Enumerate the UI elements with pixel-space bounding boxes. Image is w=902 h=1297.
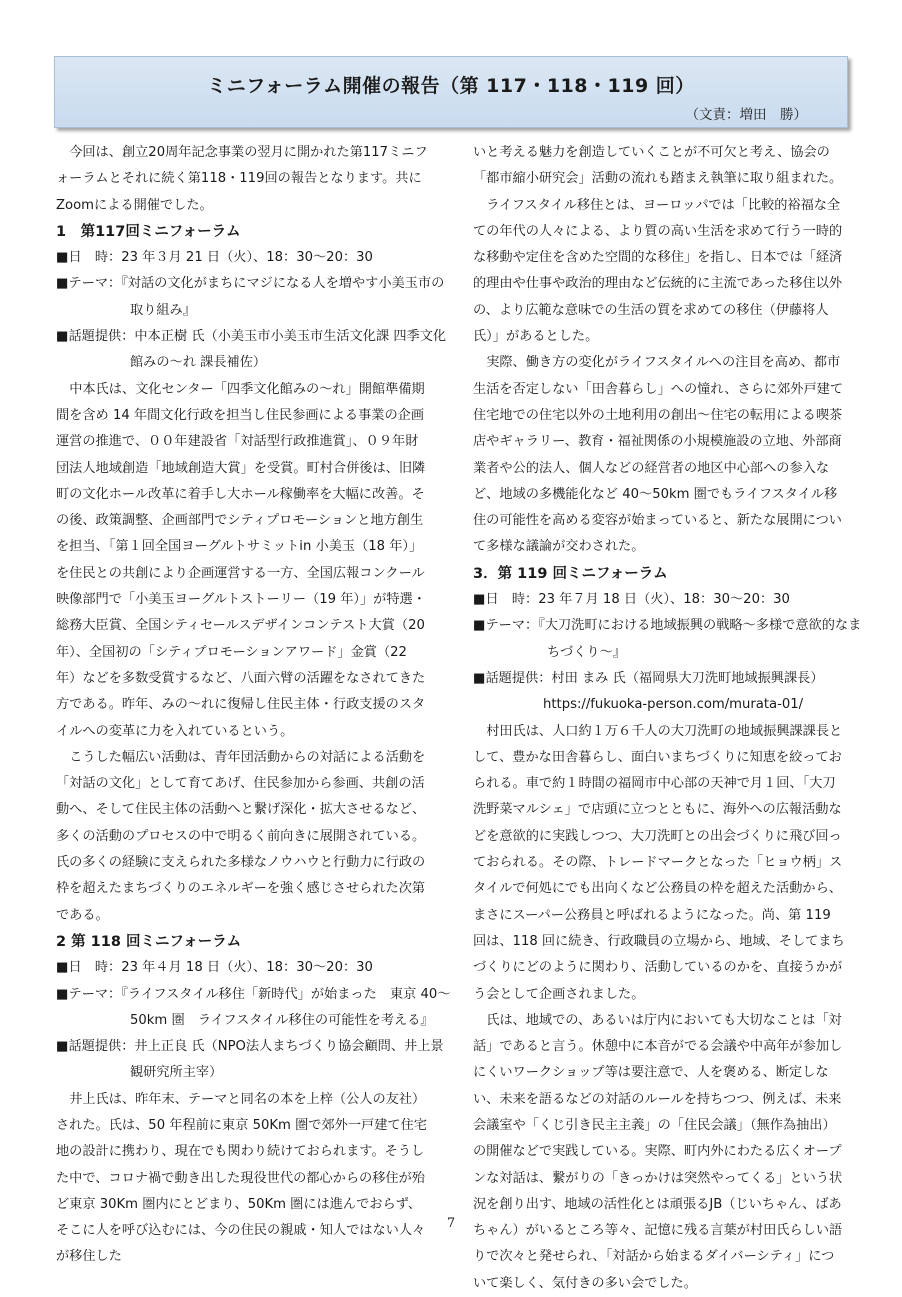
- session-theme-119-cont: ちづくり〜』: [547, 644, 626, 660]
- session-speaker-117: ■話題提供：中本正樹 氏（小美玉市小美玉市生活文化課 四季文化: [56, 329, 447, 345]
- speaker-url[interactable]: https://fukuoka-person.com/murata-01/: [543, 697, 804, 713]
- session-speaker-117-cont: 館みの〜れ 課長補佐）: [130, 355, 267, 371]
- body-paragraph: 中本氏は、文化センター「四季文化館みの〜れ」開館準備期間を含め 14 年間文化行政を担当し住民参画による事業の企画運営の推進で、００年建設省「対話型行政推進賞」、０９年財団法人地域創造「地域創造大賞」を受賞。町村合併後は、旧隣町の文化ホール改革に着手し大ホール稼働率を大幅に改善。その後、政策調整、企画部門でシティプロモーションと地方創生を担当、「第１回全国ヨーグルトサミットin 小美玉（18 年）」を住民との共創により企画運営する一方、全国広報コンクール映像部門で「小美玉ヨーグルトストーリー（19 年）」が特選・総務大臣賞、全国シティセールスデザインコンテスト大賞（20 年）、全国初の「シティプロモーションアワード」金賞（22 年）などを多数受賞するなど、八面六臂の活躍をなされてきた方である。昨年、みの〜れに復帰し住民主体・行政支援のスタイルへの変革に力を入れているという。: [56, 381, 426, 739]
- page-title: ミニフォーラム開催の報告（第 117・118・119 回）: [207, 75, 695, 97]
- title-banner: [54, 56, 848, 128]
- session-date-117: ■日 時：23 年３月 21 日（火）、18：30〜20：30: [56, 250, 373, 266]
- session-theme-117-cont: 取り組み』: [130, 302, 196, 318]
- page-number: 7: [446, 1216, 456, 1231]
- session-theme-117: ■テーマ：『対話の文化がまちにマジになる人を増やす小美玉市の: [56, 276, 445, 292]
- session-date-118: ■日 時：23 年４月 18 日（火）、18：30〜20：30: [56, 960, 373, 976]
- session-speaker-118-cont: 観研究所主宰）: [130, 1065, 223, 1081]
- session-theme-118: ■テーマ：『ライフスタイル移住「新時代」が始まった 東京 40〜: [56, 986, 451, 1002]
- session-speaker-118: ■話題提供：井上正良 氏（NPO法人まちづくり協会顧問、井上景: [56, 1039, 444, 1055]
- section-heading-119: 3．第 119 回ミニフォーラム: [473, 565, 668, 582]
- section-heading-118: 2 第 118 回ミニフォーラム: [56, 933, 242, 950]
- session-theme-118-cont: 50km 圏 ライフスタイル移住の可能性を考える』: [130, 1012, 434, 1028]
- session-date-119: ■日 時：23 年７月 18 日（火）、18：30〜20：30: [473, 592, 790, 608]
- session-theme-119: ■テーマ：『大刀洗町における地域振興の戦略〜多様で意欲的なま: [473, 618, 862, 634]
- body-paragraph: ライフスタイル移住とは、ヨーロッパでは「比較的裕福な全ての年代の人々による、より質の高い生活を求めて行う一時的な移動や定住を含めた空間的な移住」を指し、日本では「経済的理由や仕事や政治的理由など伝統的に主流であった移住以外の、より広範な意味での生活の質を求めての移住（伊藤将人氏）」があるとした。: [473, 197, 843, 345]
- byline: （文責：増田 勝）: [685, 107, 807, 123]
- body-paragraph-continued: いと考える魅力を創造していくことが不可欠と考え、協会の「都市縮小研究会」活動の流れも踏まえ執筆に取り組まれた。: [473, 145, 843, 187]
- body-paragraph: こうした幅広い活動は、青年団活動からの対話による活動を「対話の文化」として育てあげ、住民参加から参画、共創の活動へ、そして住民主体の活動へと繋げ深化・拡大させるなど、多くの活動のプロセスの中で明るく前向きに展開されている。氏の多くの経験に支えられた多様なノウハウと行動力に行政の枠を超えたまちづくりのエネルギーを強く感じさせられた次第である。: [56, 749, 426, 923]
- body-paragraph: 村田氏は、人口約１万６千人の大刀洗町の地域振興課課長として、豊かな田舎暮らし、面白いまちづくりに知恵を絞っておられる。車で約１時間の福岡市中心部の天神で月１回、「大刀洗野菜マルシェ」で店頭に立つとともに、海外への広報活動などを意欲的に実践しつつ、大刀洗町との出会づくりに飛び回っておられる。その際、トレードマークとなった「ヒョウ柄」スタイルで何処にでも出向くなど公務員の枠を超えた活動から、まさにスーパー公務員と呼ばれるようになった。尚、第 119 回は、118 回に続き、行政職員の立場から、地域、そしてまちづくりにどのように関わり、活動しているのかを、直接うかがう会として企画されました。: [473, 723, 845, 1002]
- section-heading-117: 1 第117回ミニフォーラム: [56, 223, 241, 240]
- right-column: [473, 140, 862, 1297]
- session-speaker-119: ■話題提供：村田 まみ 氏（福岡県大刀洗町地域振興課長）: [473, 670, 824, 686]
- left-column: [56, 140, 451, 1271]
- body-paragraph: 実際、働き方の変化がライフスタイルへの注目を高め、都市生活を否定しない「田舎暮らし」への憧れ、さらに郊外戸建て住宅地での住宅以外の土地利用の創出〜住宅の転用による喫茶店やギャラリー、教育・福祉関係の小規模施設の立地、外部商業者や公的法人、個人などの経営者の地区中心部への参入など、地域の多機能化など 40〜50km 圏でもライフスタイル移住の可能性を高める変容が始まっていると、新たな展開について多様な議論が交わされた。: [473, 355, 844, 555]
- body-paragraph: 井上氏は、昨年末、テーマと同名の本を上梓（公人の友社）された。氏は、50 年程前に東京 50Km 圏で郊外一戸建て住宅地の設計に携わり、現在でも関わり続けておられます。そうした中で、コロナ禍で動き出した現役世代の都心からの移住が殆ど東京 30Km 圏内にとどまり、50Km 圏には進んでおらず、そこに人を呼び込むには、今の住民の親戚・知人ではない人々が移住した: [56, 1091, 427, 1265]
- intro-paragraph: 今回は、創立20周年記念事業の翌月に開かれた第117ミニフォーラムとそれに続く第118・119回の報告となります。共にZoomによる開催でした。: [56, 145, 428, 213]
- body-paragraph: 氏は、地域での、あるいは庁内においても大切なことは「対話」であると言う。休憩中に本音がでる会議や中高年が参加しにくいワークショップ等は要注意で、人を褒める、断定しない、未来を語るなどの対話のルールを持ちつつ、例えば、未来会議室や「くじ引き民主主義」の「住民会議」（無作為抽出）の開催などで実践している。実際、町内外にわたる広くオープンな対話は、繋がりの「きっかけは突然やってくる」という状況を創り出す、地域の活性化とは頑張るJB（じいちゃん、ばあちゃん）がいるところ等々、記憶に残る言葉が村田氏らしい語りで次々と発せられ、「対話から始まるダイバーシティ」について楽しく、気付きの多い会でした。: [473, 1012, 843, 1291]
